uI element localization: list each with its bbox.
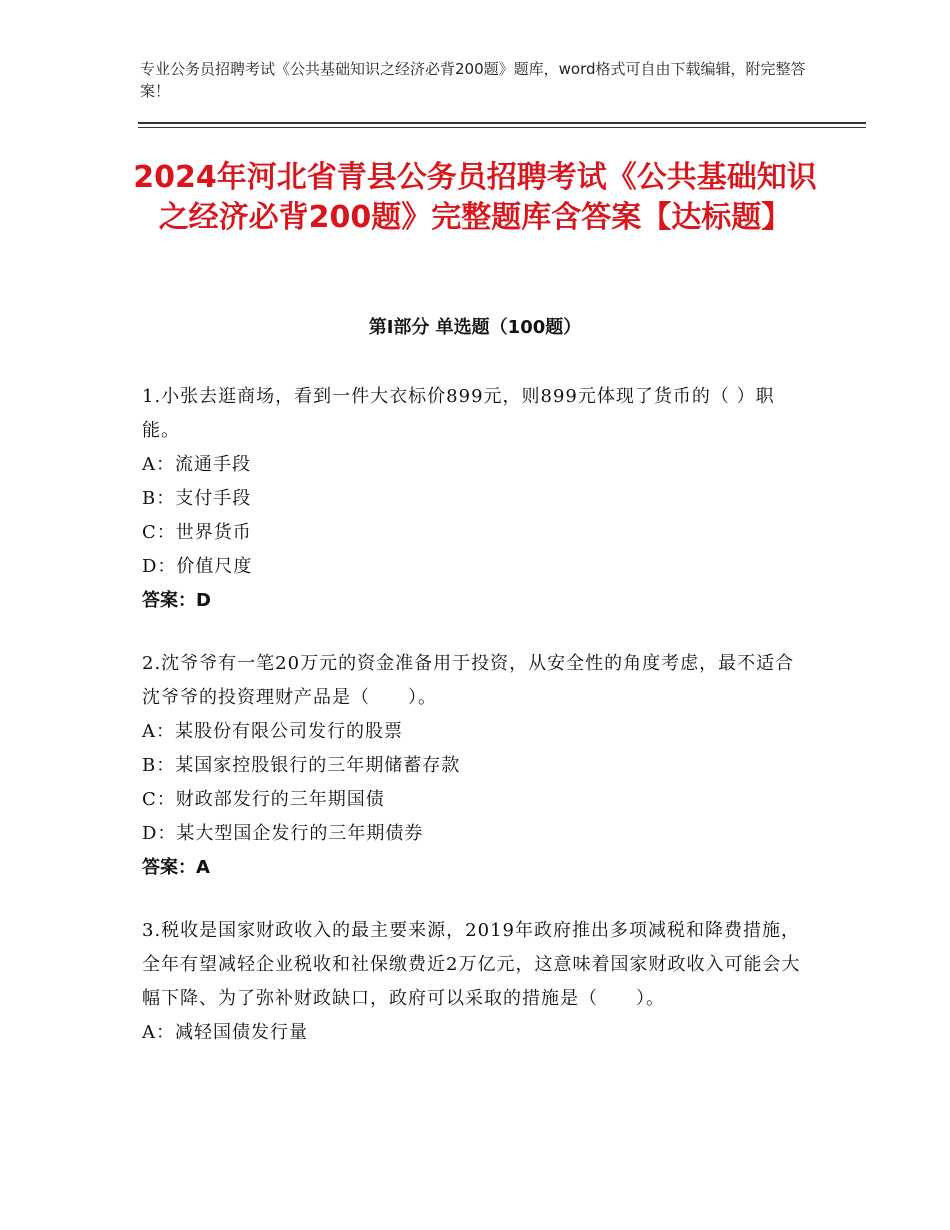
option-c: C：财政部发行的三年期国债 <box>142 789 385 810</box>
question-3 <box>142 914 802 1050</box>
document-title: 2024年河北省青县公务员招聘考试《公共基础知识之经济必背200题》完整题库含答案【达标题】 <box>133 160 817 235</box>
option-a: A：流通手段 <box>142 454 251 475</box>
option-d: D：价值尺度 <box>142 556 253 577</box>
question-stem: 3.税收是国家财政收入的最主要来源，2019年政府推出多项减税和降费措施，全年有望减轻企业税收和社保缴费近2万亿元，这意味着国家财政收入可能会大幅下降、为了弥补财政缺口，政府可以采取的措施是（ ）。 <box>142 920 801 1009</box>
option-b: B：某国家控股银行的三年期储蓄存款 <box>142 755 461 776</box>
header-rule-thin <box>138 127 866 128</box>
header-note: 专业公务员招聘考试《公共基础知识之经济必背200题》题库，word格式可自由下载编辑，附完整答案！ <box>140 60 806 100</box>
option-c: C：世界货币 <box>142 522 252 543</box>
question-stem: 1.小张去逛商场，看到一件大衣标价899元，则899元体现了货币的（ ）职能。 <box>142 386 775 441</box>
answer: 答案：D <box>142 590 211 611</box>
question-2 <box>142 647 802 885</box>
option-a: A：某股份有限公司发行的股票 <box>142 721 403 742</box>
option-b: B：支付手段 <box>142 488 252 509</box>
question-1 <box>142 380 802 618</box>
question-stem: 2.沈爷爷有一笔20万元的资金准备用于投资，从安全性的角度考虑，最不适合沈爷爷的投资理财产品是（ ）。 <box>142 653 795 708</box>
question-list <box>142 380 802 1079</box>
option-d: D：某大型国企发行的三年期债券 <box>142 823 424 844</box>
option-a: A：减轻国债发行量 <box>142 1022 308 1043</box>
answer: 答案：A <box>142 857 210 878</box>
section-title: 第Ⅰ部分 单选题（100题） <box>368 317 582 338</box>
header-rule-thick <box>138 122 866 124</box>
